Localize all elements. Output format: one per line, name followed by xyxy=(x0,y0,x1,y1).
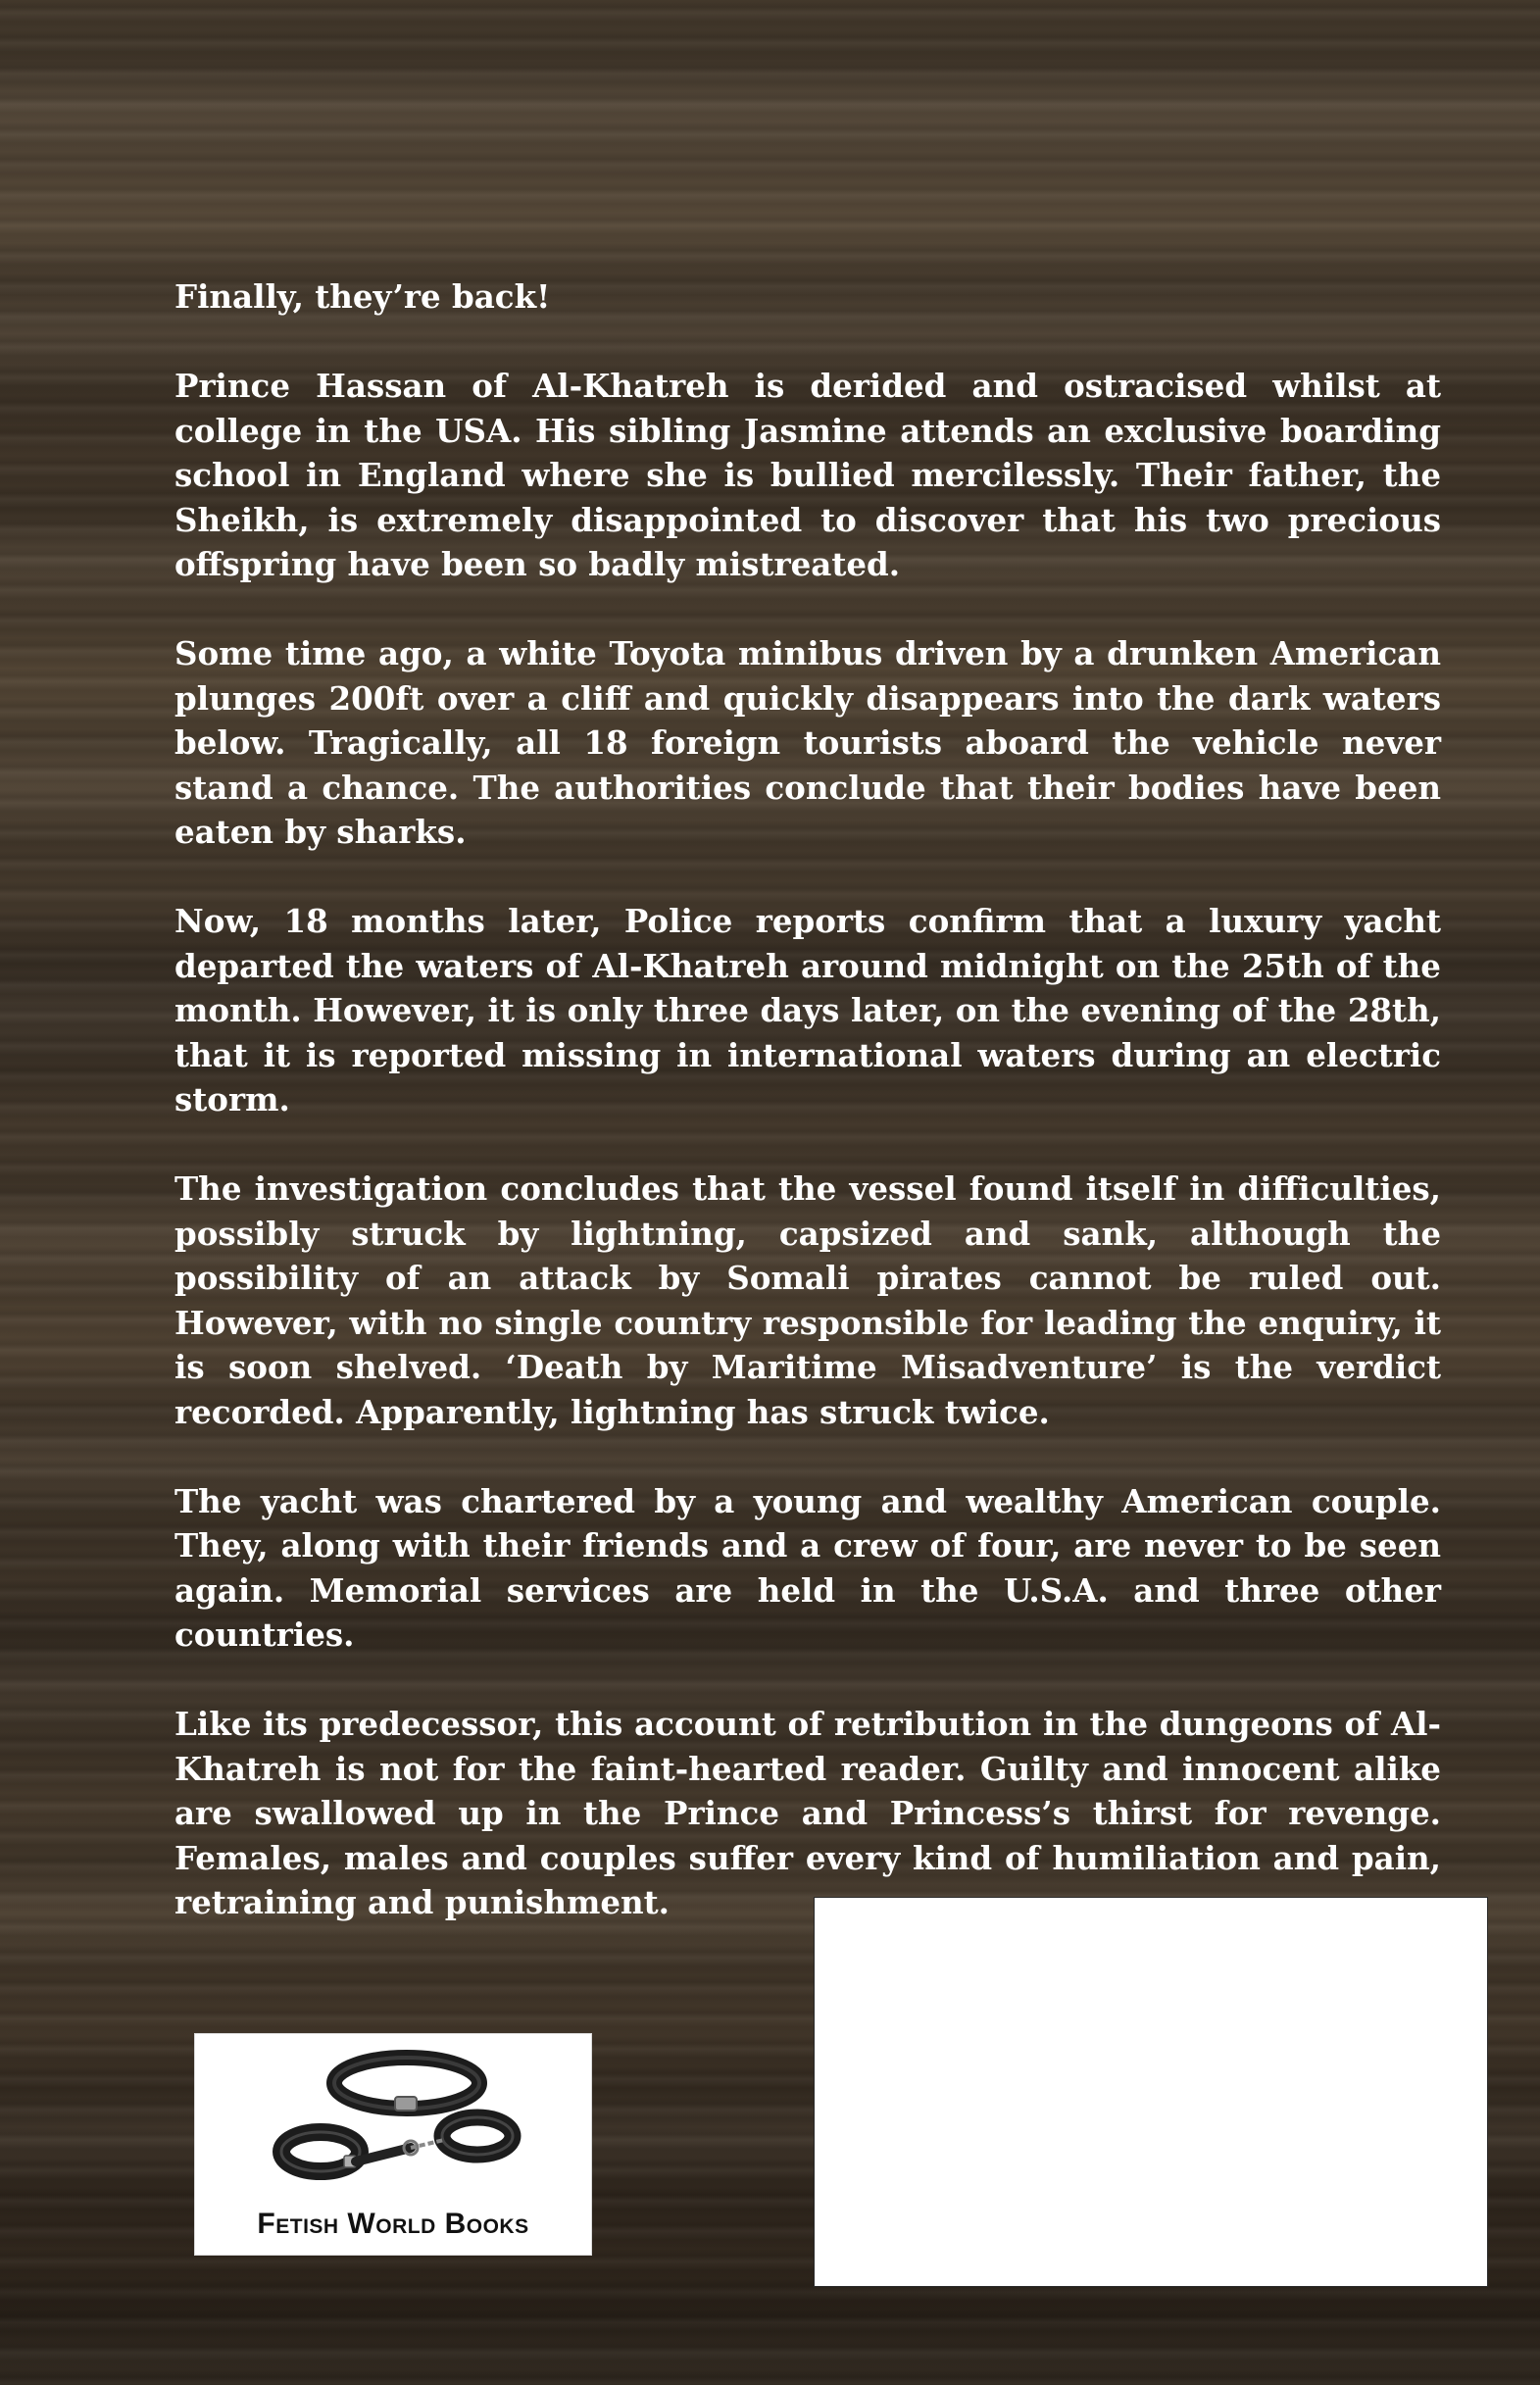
blurb-paragraph: Some time ago, a white Toyota minibus driven by a drunken American plunges 200ft over a cliff and quickly disappears into the dark waters below. Tragically, all 18 foreign tourists aboard the vehicle never stand a chance. The authorities conclude that their bodies have been eaten by sharks. xyxy=(174,634,1441,851)
barcode-placeholder xyxy=(814,1897,1488,2287)
blurb-paragraph: Like its predecessor, this account of retribution in the dungeons of Al-Khatreh is not for the faint-hearted reader. Guilty and innocent alike are swallowed up in the Prince and Princess’s thirst for revenge. Females, males and couples suffer every kind of humiliation and pain, retraining and punishment. xyxy=(174,1705,1441,1921)
publisher-logo xyxy=(194,2033,592,2256)
cuffs-and-collar-icon xyxy=(264,2046,524,2203)
book-blurb xyxy=(174,274,1441,1969)
blurb-paragraph: Now, 18 months later, Police reports confirm that a luxury yacht departed the waters of Al-Khatreh around midnight on the 25th of the month. However, it is only three days later, on the evening of the 28th, that it is reported missing in international waters during an electric storm. xyxy=(174,902,1441,1118)
blurb-paragraph: The yacht was chartered by a young and wealthy American couple. They, along with their friends and a crew of four, are never to be seen again. Memorial services are held in the U.S.A. and three other countries. xyxy=(174,1481,1441,1654)
blurb-hook: Finally, they’re back! xyxy=(174,277,551,316)
blurb-paragraph: Prince Hassan of Al-Khatreh is derided and ostracised whilst at college in the USA. His sibling Jasmine attends an exclusive boarding school in England where she is bullied mercilessly. Their father, the Sheikh, is extremely disappointed to discover that his two precious offspring have been so badly mistreated. xyxy=(174,367,1441,583)
blurb-paragraph: The investigation concludes that the vessel found itself in difficulties, possibly struck by lightning, capsized and sank, although the possibility of an attack by Somali pirates cannot be ruled out. However, with no single country responsible for leading the enquiry, it is soon shelved. ‘Death by Maritime Misadventure’ is the verdict recorded. Apparently, lightning has struck twice. xyxy=(174,1169,1441,1431)
publisher-name: Fetish World Books xyxy=(257,2208,529,2240)
